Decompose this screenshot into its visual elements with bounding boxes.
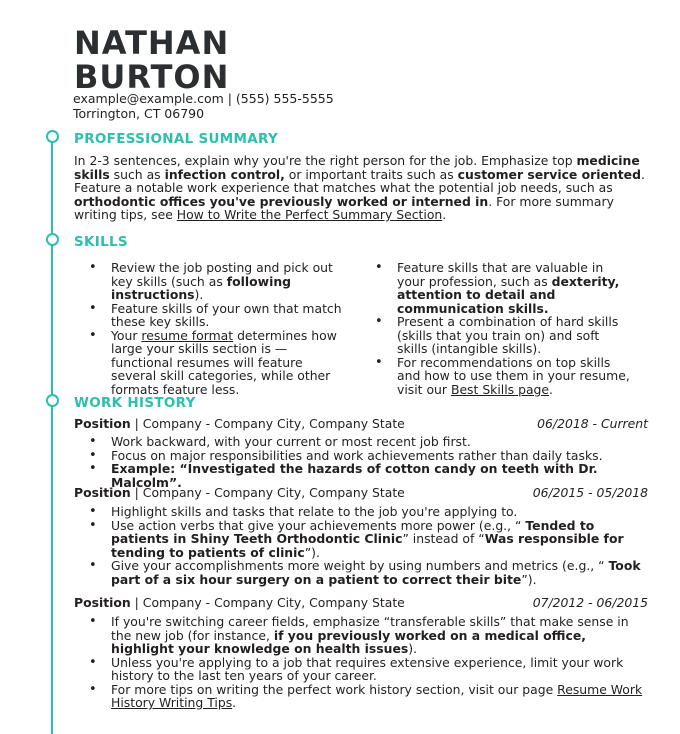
last-name: BURTON	[74, 58, 230, 96]
job-dates: 06/2018 - Current	[537, 416, 648, 431]
skills-title: SKILLS	[74, 234, 128, 250]
first-name: NATHAN	[74, 24, 230, 62]
list-item: • Focus on major responsibilities and work achievements rather than daily tasks.	[74, 449, 648, 463]
summary-paragraph: In 2-3 sentences, explain why you're the right person for the job. Emphasize top medicine skills such as infection control, or important traits such as customer service oriented. Feature a notable work experience that matches what the potential job needs, such as orthodontic offices you've previously worked or interned in. For more summary writing tips, see How to Write the Perfect Summary Section.	[74, 153, 645, 222]
email-phone: example@example.com | (555) 555-5555	[73, 91, 334, 106]
list-item: • Give your accomplishments more weight by using numbers and metrics (e.g., “ Took part of a six hour surgery on a patient to correct their bite”).	[74, 559, 648, 586]
list-item: • Present a combination of hard skills (skills that you train on) and soft skills (intangible skills).	[360, 315, 630, 356]
job-dates: 06/2015 - 05/2018	[532, 485, 648, 500]
list-item: • Review the job posting and pick out key skills (such as following instructions).	[74, 261, 344, 302]
list-item: • Work backward, with your current or most recent job first.	[74, 435, 648, 449]
job-company: | Company - Company City, Company State	[130, 595, 405, 610]
work-history-tips-link[interactable]: Resume Work History Writing Tips	[111, 681, 643, 710]
list-item: • Feature skills that are valuable in your profession, such as dexterity, attention to detail and communication skills.	[360, 261, 630, 315]
job-header	[74, 486, 648, 500]
job-dates: 07/2012 - 06/2015	[532, 595, 648, 610]
job-bullets	[74, 615, 648, 710]
list-item: • Unless you're applying to a job that requires extensive experience, limit your work history to the last ten years of your career.	[74, 656, 648, 683]
best-skills-link[interactable]: Best Skills page	[450, 381, 550, 397]
list-item: • Feature skills of your own that match these key skills.	[74, 302, 344, 329]
list-item: • Highlight skills and tasks that relate to the job you're applying to.	[74, 505, 648, 519]
job-bullets	[74, 505, 648, 586]
timeline-line	[51, 134, 53, 734]
summary-title: PROFESSIONAL SUMMARY	[74, 131, 279, 147]
list-item: • Example: “Investigated the hazards of cotton candy on teeth with Dr. Malcolm”.	[74, 462, 648, 489]
job-company: | Company - Company City, Company State	[130, 485, 405, 500]
timeline-node-work	[46, 394, 59, 407]
list-item: • Use action verbs that give your achievements more power (e.g., “ Tended to patients in Shiny Teeth Orthodontic Clinic” instead of “Was responsible for tending to patients of clinic”).	[74, 519, 648, 560]
resume-format-link[interactable]: resume format	[141, 327, 234, 343]
job-position: Position	[74, 595, 131, 610]
skills-right-column	[360, 261, 630, 396]
job-header	[74, 596, 648, 610]
list-item: • For recommendations on top skills and how to use them in your resume, visit our Best Skills page.	[360, 356, 630, 397]
job-header	[74, 417, 648, 431]
candidate-name	[74, 26, 229, 94]
contact-info	[73, 91, 334, 121]
list-item: • Your resume format determines how large your skills section is — functional resumes will feature several skill categories, while other formats feature less.	[74, 329, 344, 397]
summary-tips-link[interactable]: How to Write the Perfect Summary Section	[176, 207, 443, 222]
timeline-node-skills	[46, 233, 59, 246]
job-bullets	[74, 435, 648, 489]
location: Torrington, CT 06790	[73, 106, 205, 121]
list-item: • For more tips on writing the perfect work history section, visit our page Resume Work History Writing Tips.	[74, 683, 648, 710]
timeline-node-summary	[46, 130, 59, 143]
list-item: • If you're switching career fields, emphasize “transferable skills” that make sense in the new job (for instance, if you previously worked on a medical office, highlight your knowledge on health issues).	[74, 615, 648, 656]
skills-left-column	[74, 261, 344, 396]
job-company: | Company - Company City, Company State	[130, 416, 405, 431]
work-history-title: WORK HISTORY	[74, 395, 196, 411]
job-position: Position	[74, 416, 131, 431]
job-position: Position	[74, 485, 131, 500]
